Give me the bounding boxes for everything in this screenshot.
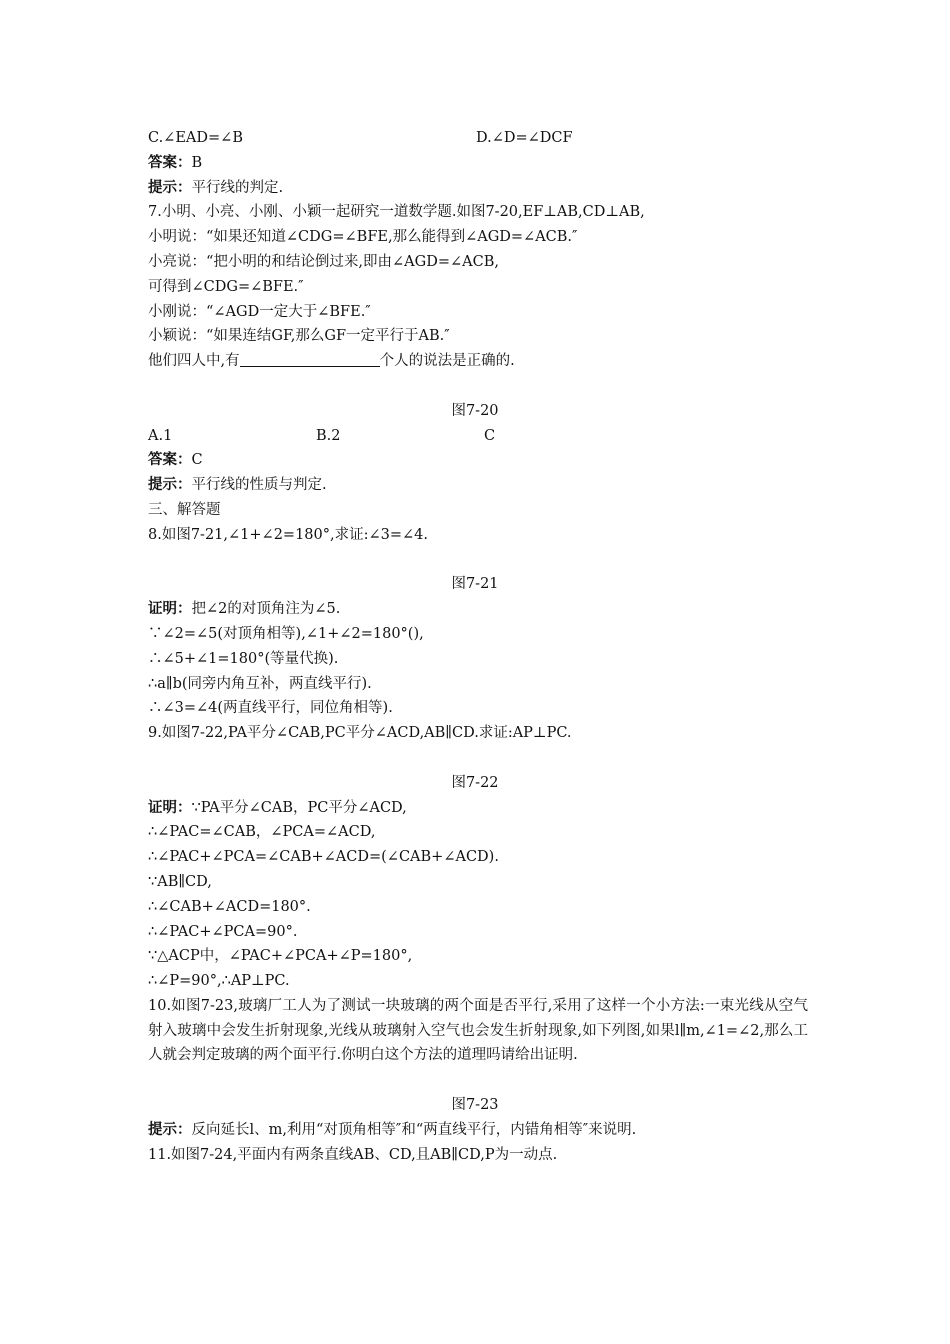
document-page (148, 126, 808, 1167)
q7-liang-1: 小亮说：“把小明的和结论倒过来,即由∠AGD=∠ACB, (148, 253, 499, 270)
q9-proof-line: ∴∠PAC=∠CAB，∠PCA=∠ACD, (148, 824, 376, 841)
q8-proof-line: ∵∠2=∠5(对顶角相等),∠1+∠2=180°(), (148, 625, 424, 642)
q9-proof-line: ∴∠PAC+∠PCA=∠CAB+∠ACD=(∠CAB+∠ACD). (148, 849, 499, 866)
answer-value: C (191, 452, 203, 469)
proof-text: 把∠2的对顶角注为∠5. (191, 601, 341, 618)
q9-proof-line: ∴∠CAB+∠ACD=180°. (148, 898, 311, 915)
q9-proof-line: ∴∠PAC+∠PCA=90°. (148, 923, 298, 940)
q6-option-c: C.∠EAD=∠B (148, 130, 243, 146)
hint-value: 平行线的判定. (191, 179, 284, 196)
figure-caption-7-22: 图7-22 (451, 774, 499, 791)
q7-hint (148, 473, 808, 498)
q8-proof-line: ∴∠3=∠4(两直线平行，同位角相等). (148, 700, 393, 717)
proof-text: ∵PA平分∠CAB，PC平分∠ACD, (191, 799, 407, 816)
proof-label: 证明： (148, 601, 192, 618)
hint-value: 反向延长l、m,利用“对顶角相等″和“两直线平行，内错角相等″来说明. (191, 1121, 637, 1138)
q9-proof-line: ∵△ACP中，∠PAC+∠PCA+∠P=180°, (148, 948, 413, 965)
q7-ming: 小明说：“如果还知道∠CDG=∠BFE,那么能得到∠AGD=∠ACB.″ (148, 229, 578, 246)
figure-caption-7-23: 图7-23 (451, 1097, 499, 1114)
figure-placeholder (148, 746, 808, 771)
q6-option-d: D.∠D=∠DCF (476, 130, 573, 146)
q6-hint (148, 176, 808, 201)
hint-label: 提示： (148, 477, 192, 494)
q7-option-b: B.2 (316, 427, 341, 444)
q9-proof-line: ∵AB∥CD, (148, 873, 212, 890)
figure-caption-7-21: 图7-21 (451, 576, 499, 593)
q7-stem: 7.小明、小亮、小刚、小颖一起研究一道数学题.如图7-20,EF⊥AB,CD⊥AB, (148, 204, 645, 221)
q11-stem: 11.如图7-24,平面内有两条直线AB、CD,且AB∥CD,P为一动点. (148, 1146, 558, 1163)
q10-stem: 10.如图7-23,玻璃厂工人为了测试一块玻璃的两个面是否平行,采用了这样一个小方法:一束光线从空气射入玻璃中会发生折射现象,光线从玻璃射入空气也会发生折射现象,如下列图,如果l∥m,∠1=∠2,那么工人就会判定玻璃的两个面平行.你明白这个方法的道理吗请给出证明. (148, 997, 808, 1064)
figure-placeholder (148, 1068, 808, 1093)
q7-question-prefix: 他们四人中,有 (148, 353, 240, 370)
q8-stem: 8.如图7-21,∠1+∠2=180°,求证:∠3=∠4. (148, 526, 428, 543)
q9-stem: 9.如图7-22,PA平分∠CAB,PC平分∠ACD,AB∥CD.求证:AP⊥PC. (148, 725, 572, 742)
q7-liang-2: 可得到∠CDG=∠BFE.″ (148, 278, 304, 295)
q7-option-c: C (484, 427, 496, 444)
section-heading: 三、解答题 (148, 501, 221, 518)
hint-label: 提示： (148, 1121, 192, 1138)
hint-value: 平行线的性质与判定. (191, 477, 327, 494)
q7-question-suffix: 个人的说法是正确的. (379, 353, 515, 370)
q8-proof-line: ∴∠5+∠1=180°(等量代换). (148, 650, 339, 667)
q8-proof-start (148, 597, 808, 622)
proof-label: 证明： (148, 799, 192, 816)
answer-value: B (191, 154, 203, 171)
answer-label: 答案： (148, 154, 192, 171)
hint-label: 提示： (148, 179, 192, 196)
answer-label: 答案： (148, 452, 192, 469)
answer-blank (240, 350, 380, 367)
q6-options-row (148, 126, 808, 151)
q9-proof-line: ∴∠P=90°,∴AP⊥PC. (148, 973, 290, 990)
q8-proof-line: ∴a∥b(同旁内角互补，两直线平行). (148, 675, 372, 692)
q7-question (148, 349, 808, 374)
q10-hint (148, 1118, 808, 1143)
q7-gang: 小刚说：“∠AGD一定大于∠BFE.″ (148, 303, 371, 320)
figure-placeholder (148, 374, 808, 399)
figure-caption-7-20: 图7-20 (451, 402, 499, 419)
q6-answer (148, 151, 808, 176)
q7-options-row (148, 424, 808, 449)
q7-answer (148, 448, 808, 473)
figure-placeholder (148, 548, 808, 573)
q7-option-a: A.1 (148, 427, 173, 444)
q9-proof-start (148, 796, 808, 821)
q7-ying: 小颖说：“如果连结GF,那么GF一定平行于AB.″ (148, 328, 450, 345)
